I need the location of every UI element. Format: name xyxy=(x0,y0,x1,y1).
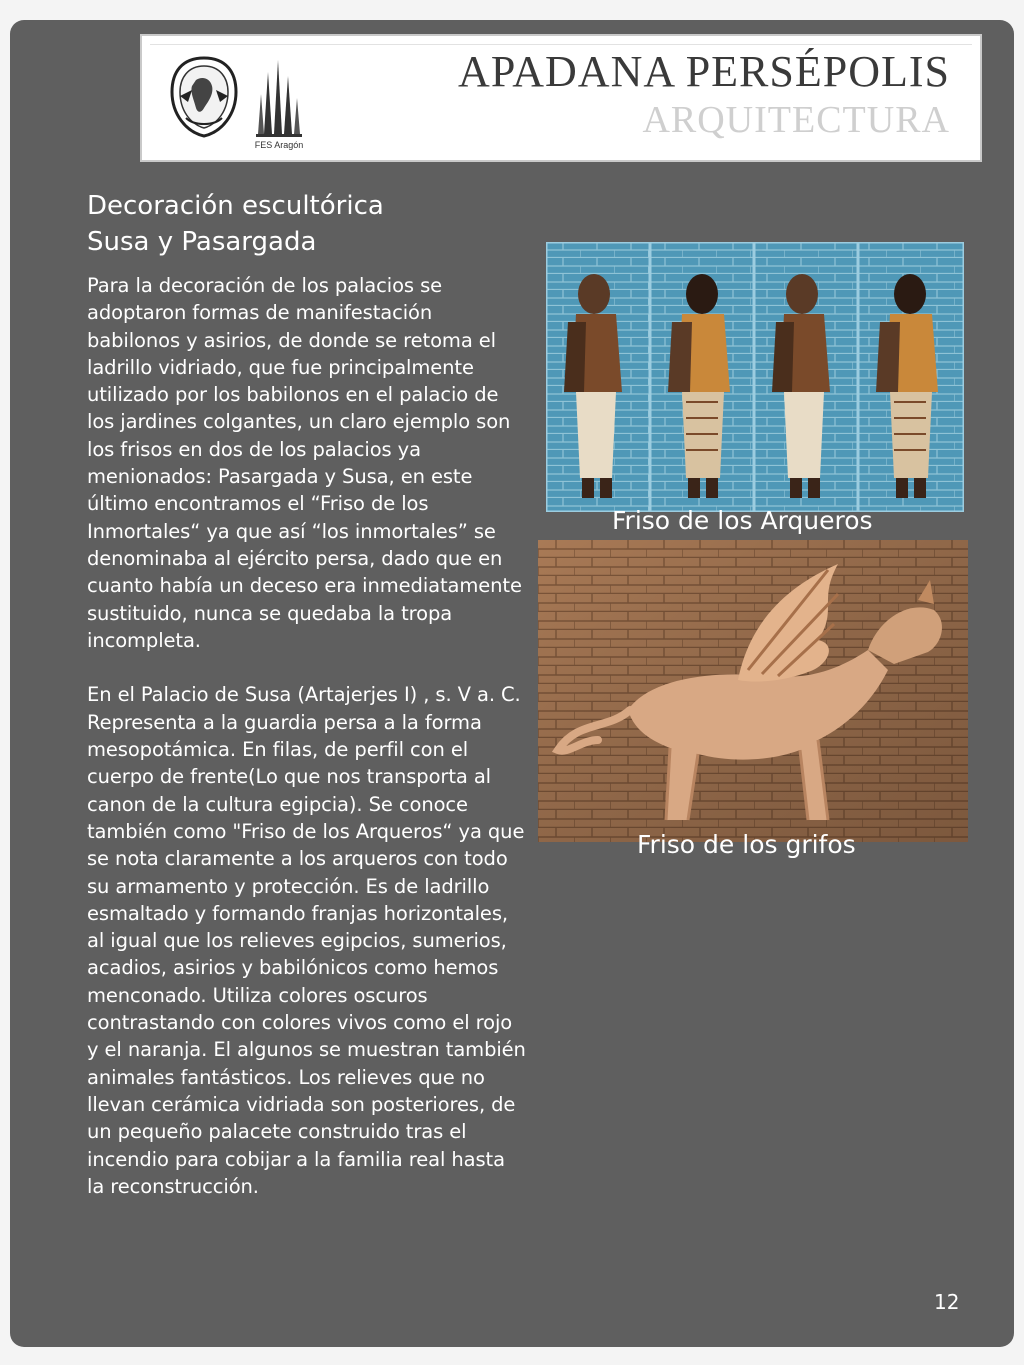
section-heading xyxy=(87,188,527,260)
griffin-frieze-caption: Friso de los grifos xyxy=(637,830,856,859)
paragraph-2: En el Palacio de Susa (Artajerjes I) , s. V a. C. Representa a la guardia persa a la forma mesopotámica. En filas, de perfil con el cuerpo de frente(Lo que nos transporta al canon de la cultura egipcia). Se conoce también como "Friso de los Arqueros“ ya que se nota claramente a los arqueros con todo su armamento y protección. Es de ladrillo esmaltado y formando franjas horizontales, al igual que los relieves egipcios, sumerios, acadios, asirios y babilónicos como hemos menconado. Utiliza colores oscuros contrastando con colores vivos como el rojo y el naranja. El algunos se muestran también animales fantásticos. Los relieves que no llevan cerámica vidriada son posteriores, de un pequeño palacete construido tras el incendio para cobijar a la familia real hasta la reconstrucción. xyxy=(87,683,526,1198)
page-number: 12 xyxy=(934,1290,960,1314)
paragraph-1: Para la decoración de los palacios se adoptaron formas de manifestación babilonos y asirios, de donde se retoma el ladrillo vidriado, que fue principalmente utilizado por los babilonos en el palacio de los jardines colgantes, un claro ejemplo son los frisos en dos de los palacios ya menionados: Pasargada y Susa, en este último encontramos el “Friso de los Inmortales“ ya que así “los inmortales” se denominaba al ejército persa, dado que en cuanto había un deceso era inmediatamente sustituido, nunca se quedaba la tropa incompleta. xyxy=(87,274,522,652)
unam-logo xyxy=(168,56,240,138)
heading-line-2: Susa y Pasargada xyxy=(87,227,317,257)
slide-subtitle: ARQUITECTURA xyxy=(642,99,950,141)
fes-logo-caption: FES Aragón xyxy=(254,140,304,150)
archers-frieze-image xyxy=(546,242,964,512)
fes-aragon-logo xyxy=(250,54,308,150)
heading-line-1: Decoración escultórica xyxy=(87,191,384,221)
archers-frieze-caption: Friso de los Arqueros xyxy=(612,506,873,535)
griffin-frieze-image xyxy=(538,540,968,842)
body-text xyxy=(87,272,527,1200)
slide-title: APADANA PERSÉPOLIS xyxy=(458,47,950,96)
slide-header xyxy=(140,34,982,162)
